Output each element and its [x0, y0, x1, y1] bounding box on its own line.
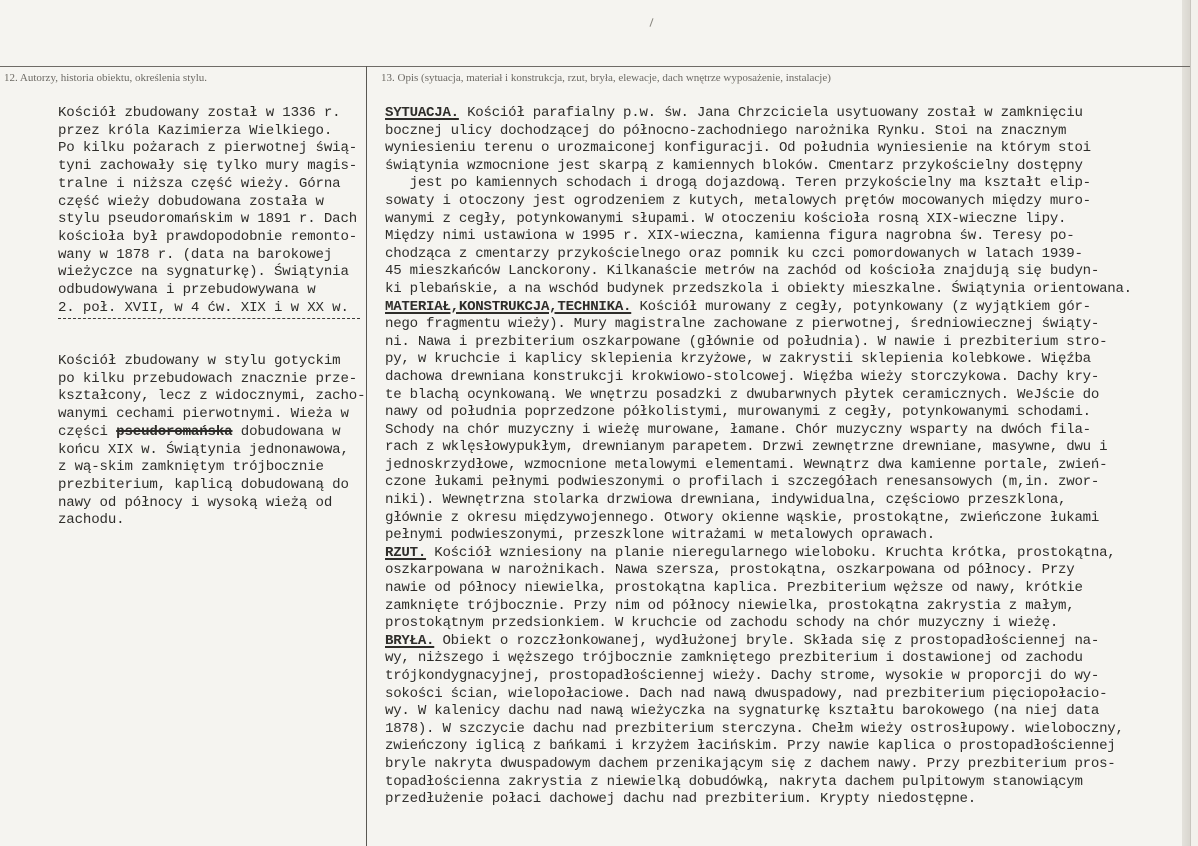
- desc-line: sokości ścian, wielopołaciowe. Dach nad nawą dwuspadowy, nad prezbiterium pięciopołacio-: [385, 685, 1108, 702]
- style-line: kształcony, lecz z widocznymi, zacho-: [58, 388, 366, 405]
- desc-line: Obiekt o rozczłonkowanej, wydłużonej bryle. Składa się z prostopadłościennej na-: [434, 632, 1100, 649]
- history-line: Po kilku pożarach z pierwotnej świą-: [58, 140, 358, 157]
- history-line: część wieży dobudowana została w: [58, 193, 324, 210]
- desc-line: jest po kamiennych schodach i drogą dojazdową. Teren przykościelny ma kształt elip-: [385, 175, 1091, 192]
- history-line: tralne i niższa część wieży. Górna: [58, 175, 341, 192]
- style-line: zachodu.: [58, 512, 125, 529]
- desc-line: nawy od południa poprzedzone półkolistymi, murowanymi z cegły, potynkowanymi schodami.: [385, 404, 1091, 421]
- style-text: [58, 353, 366, 530]
- desc-line: Między nimi ustawiona w 1995 r. XIX-wieczna, kamienna figura nagrobna św. Teresy po-: [385, 228, 1075, 245]
- desc-line: wy. W kalenicy dachu nad nawą wieżyczka na sygnaturkę kształtu barokowego (na niej data: [385, 703, 1100, 720]
- desc-line: chodząca z cmentarzy przykościelnego oraz pomnik ku czci pomordowanych w latach 1939-: [385, 245, 1083, 262]
- desc-line: zamknięte trójbocznie. Przy nim od północy niewielka, prostokątna zakrystia z małym,: [385, 597, 1075, 614]
- desc-line: wyniesieniu terenu o urozmaiconej konfiguracji. Od południa wyniesienie na którym stoi: [385, 140, 1091, 157]
- style-line: z wą-skim zamkniętym trójbocznie: [58, 459, 324, 476]
- style-line: części: [58, 423, 117, 440]
- desc-line: przedłużenie połaci dachowej dachu nad prezbiterium. Krypty niedostępne.: [385, 791, 976, 808]
- desc-line: nego fragmentu wieży). Mury magistralne zachowane z pierwotnej, średniowiecznej świąty-: [385, 316, 1100, 333]
- desc-line: sowaty i otoczony jest ogrodzeniem z kutych, metalowych prętów mocowanych między muro-: [385, 192, 1091, 209]
- header-rule: [0, 66, 1190, 67]
- style-line: Kościół zbudowany w stylu gotyckim: [58, 353, 341, 369]
- history-line: stylu pseudoromańskim w 1891 r. Dach: [58, 211, 358, 228]
- keyword-bryla: BRYŁA.: [385, 632, 435, 649]
- history-line: Kościół zbudowany został w 1336 r.: [58, 105, 341, 121]
- keyword-material: MATERIAŁ,KONSTRUKCJA,TECHNIKA.: [385, 298, 632, 315]
- desc-line: dachowa drewniana konstrukcji krokwiowo-stolcowej. Więźba wieży storczykowa. Dachy kry-: [385, 368, 1100, 385]
- history-line: tyni zachowały się tylko mury magis-: [58, 158, 358, 175]
- desc-line: pełnymi podwieszonymi, przeszklone witrażami w metalowych oprawach.: [385, 527, 935, 544]
- desc-line: głównie z okresu międzywojennego. Otwory okienne wąskie, prostokątne, zwieńczone łukami: [385, 509, 1100, 526]
- desc-line: Kościół murowany z cegły, potynkowany (z wyjątkiem gór-: [631, 298, 1091, 315]
- struck-word: pseudoromańska: [116, 423, 233, 440]
- desc-line: 45 mieszkańców Lanckorony. Kilkanaście metrów na zachód od kościoła znajdują się budyn-: [385, 263, 1100, 280]
- desc-line: niki). Wewnętrzna stolarka drzwiowa drewniana, indywidualna, częściowo przeszklona,: [385, 492, 1067, 509]
- style-line: wanymi cechami pierwotnymi. Wieża w: [58, 406, 349, 423]
- column-divider: [366, 66, 367, 846]
- history-line: odbudowywana i przebudowywana w: [58, 282, 316, 299]
- desc-line: świątynia wzmocnione jest skarpą z kamiennych bloków. Cmentarz przykościelny dostępny: [385, 157, 1083, 174]
- history-line: przez króla Kazimierza Wielkiego.: [58, 122, 333, 139]
- desc-line: topadłościenna zakrystia z niewielką dobudówką, nakryta dachem pulpitowym stanowiącym: [385, 773, 1083, 790]
- desc-line: prostokątnym przedsionkiem. W kruchcie od zachodu schody na chór muzyczny i wieżę.: [385, 615, 1059, 632]
- history-line: kościoła był prawdopodobnie remonto-: [58, 228, 358, 245]
- style-line: końcu XIX w. Świątynia jednonawowa,: [58, 441, 349, 458]
- description-text: [385, 105, 1191, 809]
- style-line: po kilku przebudowach znacznie prze-: [58, 370, 358, 387]
- pen-mark: [649, 18, 653, 27]
- history-line: wany w 1878 r. (data na barokowej: [58, 246, 333, 263]
- section-13-header: 13. Opis (sytuacja, materiał i konstrukcja, rzut, bryła, elewacje, dach wnętrze wyposażenie, instalacje): [381, 72, 831, 84]
- desc-line: bocznej ulicy dochodzącej do północno-zachodniego narożnika Rynku. Stoi na znacznym: [385, 122, 1067, 139]
- history-line: wieżyczce na sygnaturkę). Świątynia: [58, 264, 349, 281]
- desc-line: 1878). W szczycie dachu nad prezbiterium sterczyna. Chełm wieży ostrosłupowy. wieloboczny,: [385, 720, 1124, 737]
- desc-line: wy, niższego i węższego trójbocznie zamkniętego prezbiterium i dostawionej od zachodu: [385, 650, 1083, 667]
- desc-line: ki plebańskie, a na wschód budynek przedszkola i obiekty mieszkalne. Świątynia orientowana.: [385, 280, 1132, 297]
- keyword-sytuacja: SYTUACJA.: [385, 105, 459, 121]
- desc-line: bryle nakryta dwuspadowym dachem przenikającym się z dachem nawy. Przy prezbiterium pros-: [385, 755, 1116, 772]
- history-line: 2. poł. XVII, w 4 ćw. XIX i w XX w.: [58, 299, 349, 316]
- style-line: nawy od północy i wysoką wieżą od: [58, 494, 333, 511]
- desc-line: trójkondygnacyjnej, prostopadłościennej wieży. Dachy strome, wysokie w proporcji do wy-: [385, 668, 1100, 684]
- desc-line: jednoskrzydłowe, wzmocnione metalowymi elementami. Wewnątrz dwa kamienne portale, zwień-: [385, 456, 1108, 473]
- desc-line: te blachą ocynkowaną. We wnętrzu posadzki z dwubarwnych płytek ceramicznych. WeJście do: [385, 386, 1100, 403]
- desc-line: py, w kruchcie i kaplicy sklepienia krzyżowe, w zakrystii sklepienia kolebkowe. Więźba: [385, 351, 1091, 368]
- desc-line: nawie od północy niewielka, prostokątna kaplica. Prezbiterium węższe od nawy, krótkie: [385, 580, 1083, 597]
- keyword-rzut: RZUT.: [385, 544, 427, 561]
- desc-line: Kościół wzniesiony na planie nieregularnego wieloboku. Kruchta krótka, prostokątna,: [426, 544, 1116, 561]
- dashed-separator: [58, 318, 360, 319]
- desc-line: wanymi z cegły, potynkowanymi słupami. W otoczeniu kościoła rosną XIX-wieczne lipy.: [385, 210, 1067, 227]
- desc-line: rach z wklęsłowypukłym, drewnianym parapetem. Drzwi zewnętrzne drewniane, masywne, dwu i: [385, 439, 1108, 456]
- style-line: prezbiterium, kaplicą dobudowaną do: [58, 476, 349, 493]
- section-12-header: 12. Autorzy, historia obiektu, określenia stylu.: [4, 72, 208, 84]
- style-line: dobudowana w: [232, 423, 341, 440]
- history-text: [58, 105, 366, 317]
- desc-line: czone łukami pełnymi podwieszonymi o profilach i szczegółach renesansowych (m,in. zwor-: [385, 474, 1100, 491]
- desc-line: ni. Nawa i prezbiterium oszkarpowane (głównie od południa). W nawie i prezbiterium stro-: [385, 333, 1108, 350]
- desc-line: Kościół parafialny p.w. św. Jana Chrzciciela usytuowany został w zamknięciu: [458, 105, 1083, 121]
- desc-line: Schody na chór muzyczny i wieżę murowane, łamane. Chór muzyczny wsparty na dwóch fila-: [385, 421, 1091, 438]
- desc-line: oszkarpowana w narożnikach. Nawa szersza, prostokątna, oszkarpowana od północy. Przy: [385, 562, 1075, 579]
- desc-line: zwieńczony iglicą z bańkami i krzyżem łacińskim. Przy nawie kaplica o prostopadłościennej: [385, 738, 1116, 755]
